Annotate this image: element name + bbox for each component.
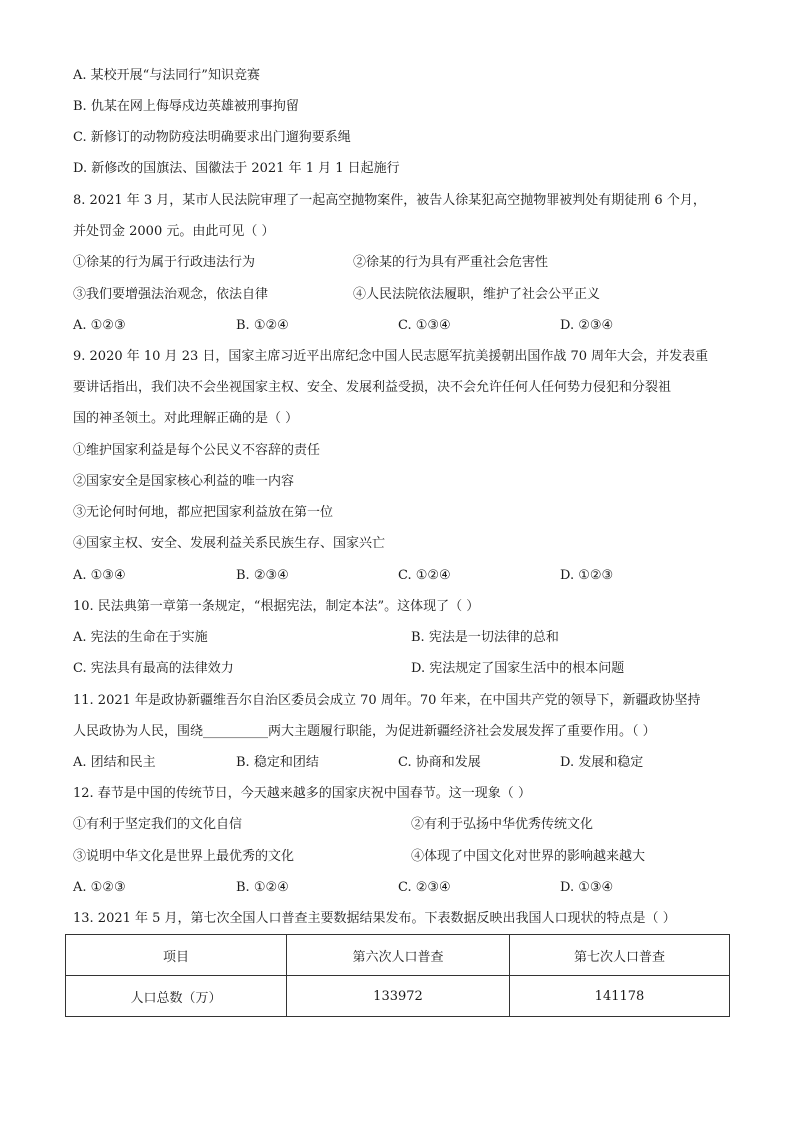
q12-option-c: C. ②③④ xyxy=(398,880,451,895)
q11-options xyxy=(73,754,733,772)
q12-statement-3: ③说明中华文化是世界上最优秀的文化 xyxy=(73,849,295,864)
q10-option-c: C. 宪法具有最高的法律效力 xyxy=(73,661,234,676)
q11-option-d: D. 发展和稳定 xyxy=(560,755,644,770)
q12-option-d: D. ①③④ xyxy=(560,880,614,895)
table-cell-sixth-value: 133972 xyxy=(287,976,510,1017)
table-header-seventh-census: 第七次人口普查 xyxy=(510,935,730,976)
q12-statement-2: ②有利于弘扬中华优秀传统文化 xyxy=(411,817,594,832)
q8-option-a: A. ①②③ xyxy=(73,318,126,333)
table-header-sixth-census: 第六次人口普查 xyxy=(287,935,510,976)
q12-option-b: B. ①②④ xyxy=(236,880,289,895)
q9-option-a: A. ①③④ xyxy=(73,568,126,583)
q12-options xyxy=(73,879,733,897)
q9-text-line-3: 国的神圣领土。对此理解正确的是（ ） xyxy=(73,411,299,426)
q13-text: 13. 2021 年 5 月，第七次全国人口普查主要数据结果发布。下表数据反映出我国人口现状的特点是（ ） xyxy=(73,911,676,926)
q12-statements-row-2 xyxy=(73,848,733,866)
table-header-row xyxy=(66,935,730,976)
q12-option-a: A. ①②③ xyxy=(73,880,126,895)
q11-option-a: A. 团结和民主 xyxy=(73,755,156,770)
table-header-item: 项目 xyxy=(66,935,287,976)
q8-options xyxy=(73,317,733,335)
q11-option-c: C. 协商和发展 xyxy=(398,755,481,770)
q9-statement-1: ①维护国家利益是每个公民义不容辞的责任 xyxy=(73,443,321,458)
q10-options-row-1 xyxy=(73,629,733,647)
q7-option-b: B. 仇某在网上侮辱戍边英雄被刑事拘留 xyxy=(73,99,299,114)
population-census-table xyxy=(65,934,730,1017)
q7-option-a: A. 某校开展“与法同行”知识竞赛 xyxy=(73,68,260,83)
q8-text-line-2: 并处罚金 2000 元。由此可见（ ） xyxy=(73,224,275,239)
q10-option-b: B. 宪法是一切法律的总和 xyxy=(411,630,559,645)
q10-text: 10. 民法典第一章第一条规定，“根据宪法，制定本法”。这体现了（ ） xyxy=(73,599,480,614)
q10-option-d: D. 宪法规定了国家生活中的根本问题 xyxy=(411,661,625,676)
q9-text-line-1: 9. 2020 年 10 月 23 日，国家主席习近平出席纪念中国人民志愿军抗美援朝出国作战 70 周年大会，并发表重 xyxy=(73,349,709,364)
q12-text: 12. 春节是中国的传统节日，今天越来越多的国家庆祝中国春节。这一现象（ ） xyxy=(73,786,531,801)
q8-option-d: D. ②③④ xyxy=(560,318,614,333)
table-cell-label: 人口总数（万） xyxy=(66,976,287,1017)
q8-statements-row-1 xyxy=(73,254,733,272)
q8-statement-4: ④人民法院依法履职，维护了社会公平正义 xyxy=(353,287,601,302)
table-cell-seventh-value: 141178 xyxy=(510,976,730,1017)
q8-statements-row-2 xyxy=(73,286,733,304)
q10-options-row-2 xyxy=(73,660,733,678)
q8-option-c: C. ①③④ xyxy=(398,318,451,333)
q7-option-d: D. 新修改的国旗法、国徽法于 2021 年 1 月 1 日起施行 xyxy=(73,161,400,176)
q11-text-line-1: 11. 2021 年是政协新疆维吾尔自治区委员会成立 70 周年。70 年来，在中国共产党的领导下，新疆政协坚持 xyxy=(73,693,701,708)
q8-text-line-1: 8. 2021 年 3 月，某市人民法院审理了一起高空抛物案件，被告人徐某犯高空抛物罪被判处有期徒刑 6 个月， xyxy=(73,193,706,208)
q7-option-c: C. 新修订的动物防疫法明确要求出门遛狗要系绳 xyxy=(73,130,351,145)
q8-statement-3: ③我们要增强法治观念，依法自律 xyxy=(73,287,269,302)
q9-option-c: C. ①②④ xyxy=(398,568,451,583)
q12-statements-row-1 xyxy=(73,816,733,834)
q9-text-line-2: 要讲话指出，我们决不会坐视国家主权、安全、发展利益受损，决不会允许任何人任何势力侵犯和分裂祖 xyxy=(73,380,672,395)
q11-text-line-2: 人民政协为人民，围绕__________两大主题履行职能，为促进新疆经济社会发展发挥了重要作用。（ ） xyxy=(73,724,656,739)
q9-option-b: B. ②③④ xyxy=(236,568,289,583)
table-row xyxy=(66,976,730,1017)
q10-option-a: A. 宪法的生命在于实施 xyxy=(73,630,208,645)
q12-statement-4: ④体现了中国文化对世界的影响越来越大 xyxy=(411,849,646,864)
q8-option-b: B. ①②④ xyxy=(236,318,289,333)
q8-statement-1: ①徐某的行为属于行政违法行为 xyxy=(73,255,256,270)
q11-option-b: B. 稳定和团结 xyxy=(236,755,319,770)
q9-options xyxy=(73,567,733,585)
q9-option-d: D. ①②③ xyxy=(560,568,614,583)
q8-statement-2: ②徐某的行为具有严重社会危害性 xyxy=(353,255,549,270)
q12-statement-1: ①有利于坚定我们的文化自信 xyxy=(73,817,243,832)
q9-statement-4: ④国家主权、安全、发展利益关系民族生存、国家兴亡 xyxy=(73,536,386,551)
q9-statement-2: ②国家安全是国家核心利益的唯一内容 xyxy=(73,474,295,489)
q9-statement-3: ③无论何时何地，都应把国家利益放在第一位 xyxy=(73,505,334,520)
